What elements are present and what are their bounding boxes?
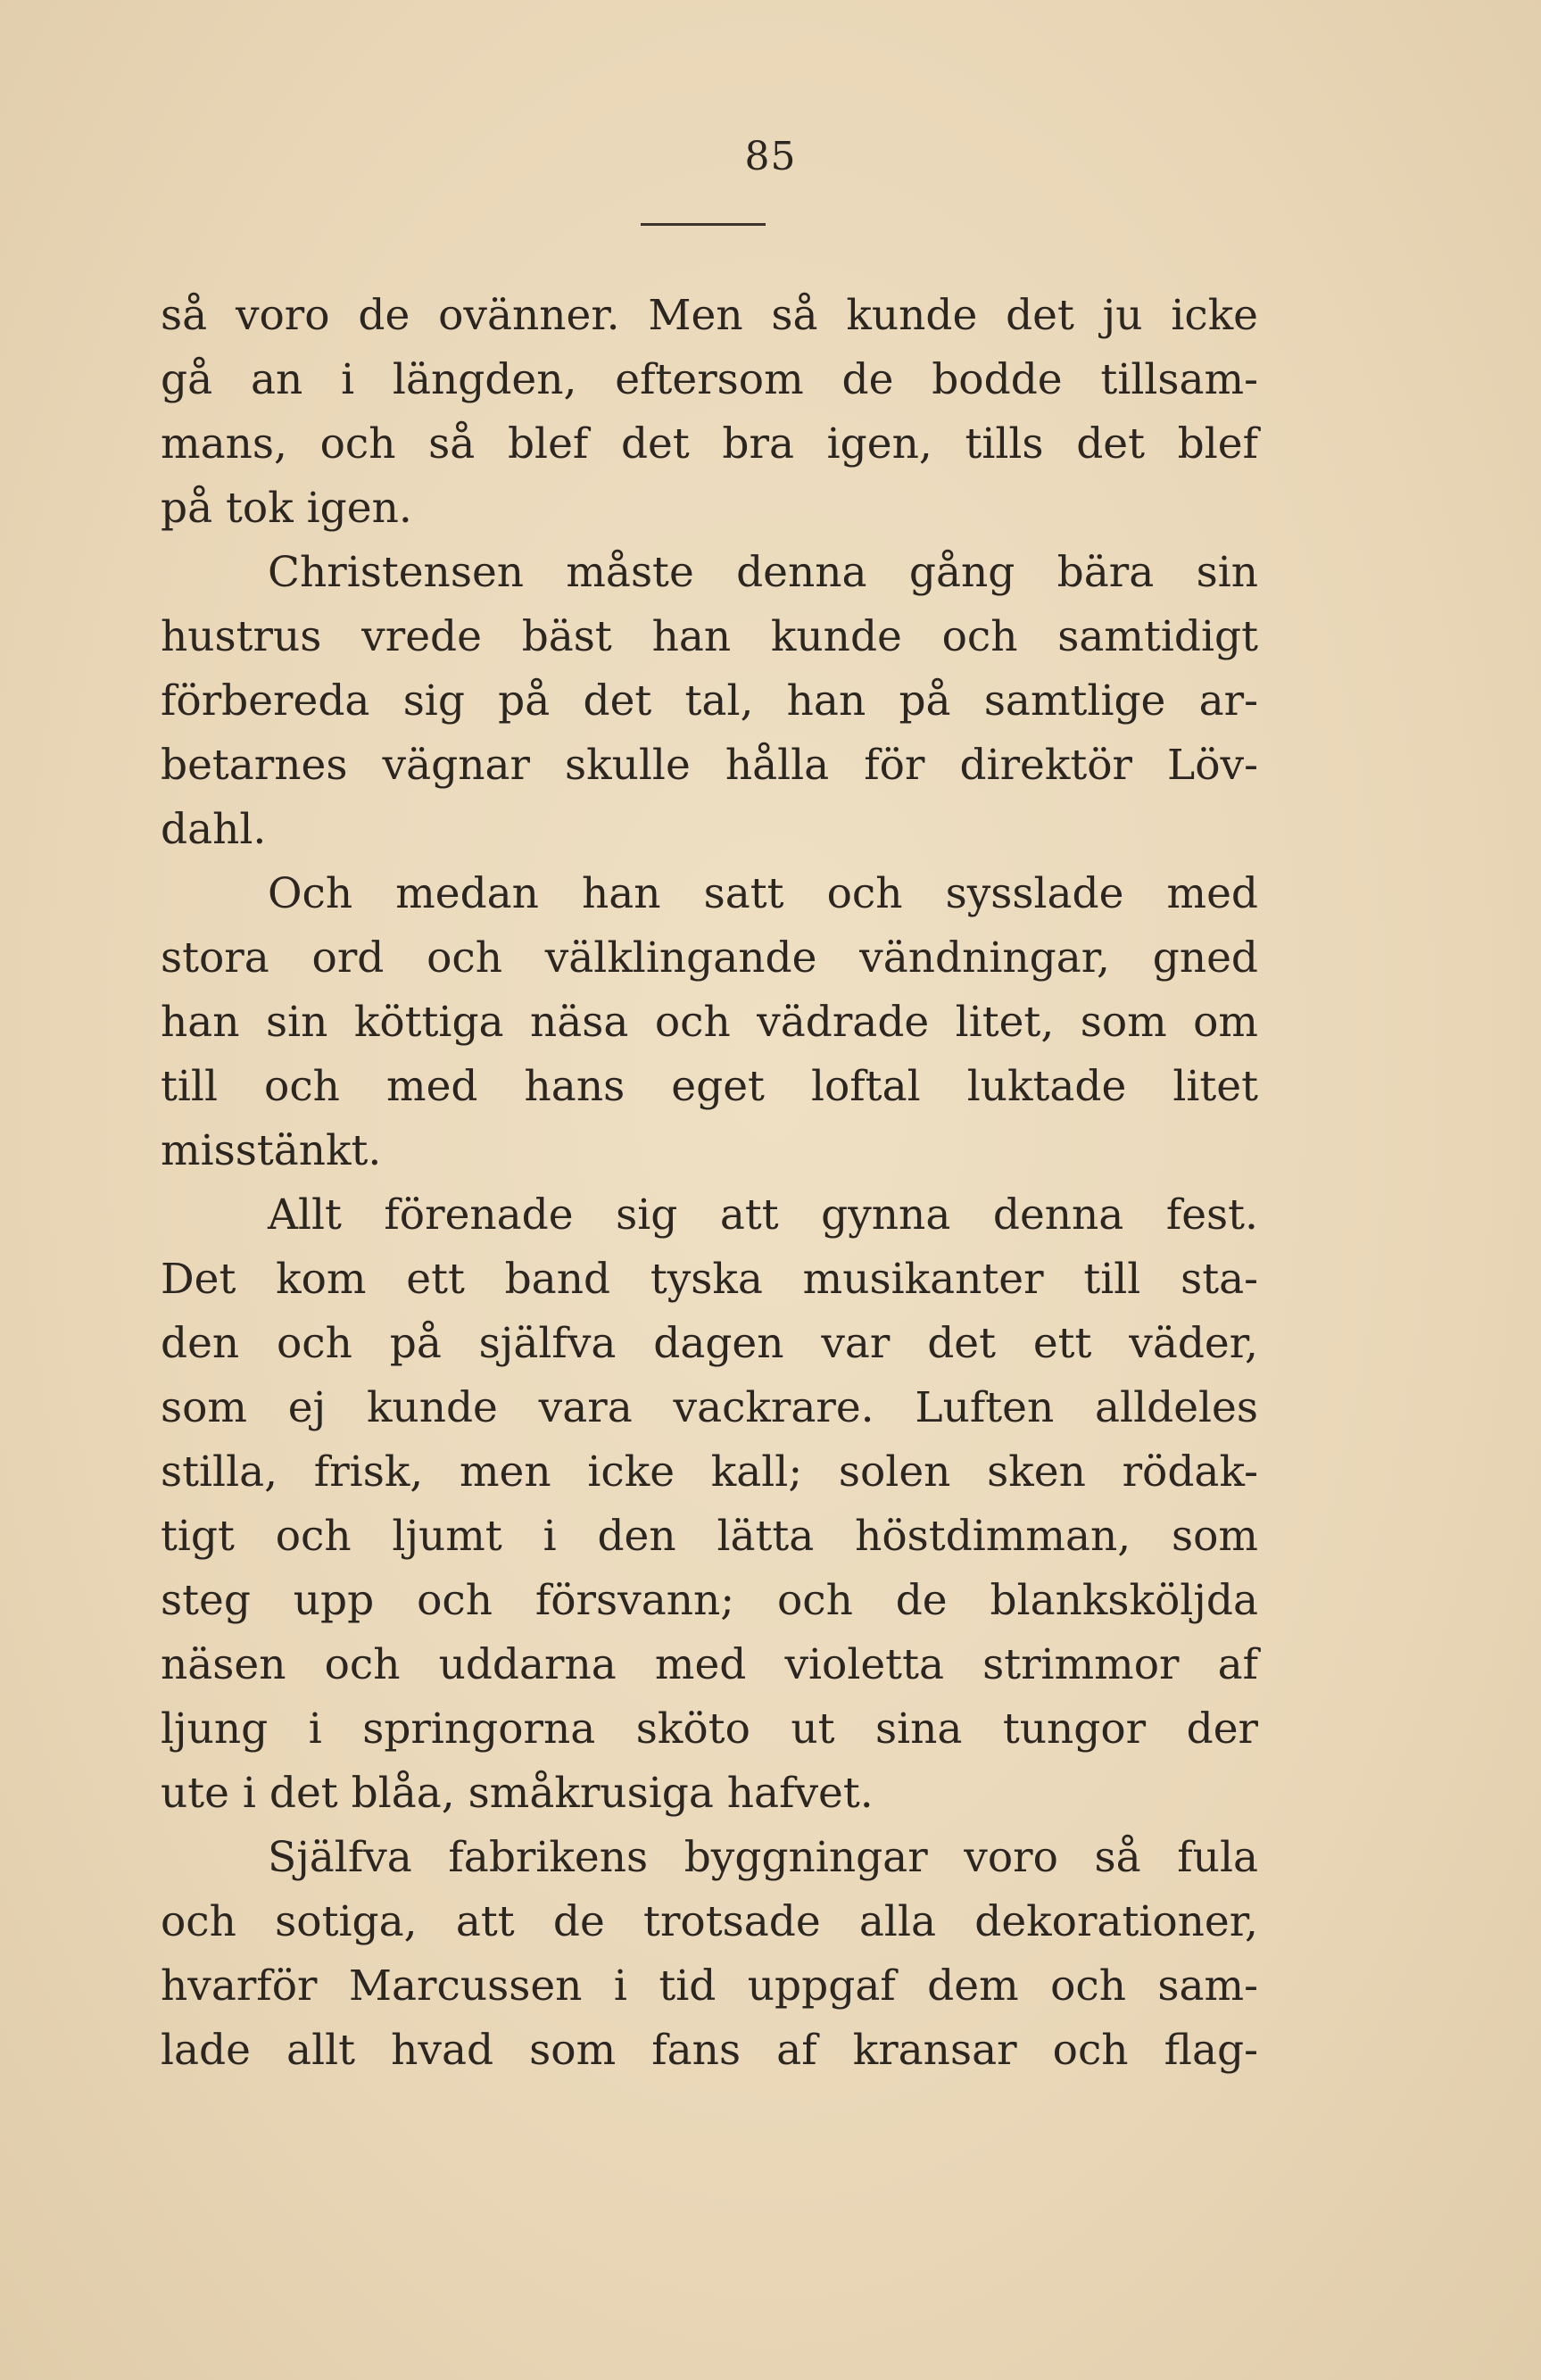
header-rule [641,223,766,226]
text-line: ute i det blåa, småkrusiga hafvet. [161,1769,874,1818]
text-line: och sotiga, att de trotsade alla dekorationer, [161,1897,1258,1946]
body-text [161,284,1258,2083]
text-line: dahl. [161,805,267,854]
text-line: stora ord och välklingande vändningar, gned [161,933,1258,983]
text-line: steg upp och försvann; och de blanksköljda [161,1576,1258,1625]
text-line: Det kom ett band tyska musikanter till sta- [161,1255,1258,1304]
text-line: hustrus vrede bäst han kunde och samtidigt [161,612,1258,661]
text-line: förbereda sig på det tal, han på samtlige ar- [161,676,1258,726]
text-line: Och medan han satt och sysslade med [268,869,1258,918]
text-line: Allt förenade sig att gynna denna fest. [268,1190,1258,1240]
text-line: stilla, frisk, men icke kall; solen sken rödak- [161,1447,1258,1497]
text-line: Christensen måste denna gång bära sin [268,548,1258,597]
text-line: Själfva fabrikens byggningar voro så fula [268,1833,1258,1882]
text-line: ljung i springorna sköto ut sina tungor der [161,1704,1258,1754]
text-line: näsen och uddarna med violetta strimmor af [161,1640,1258,1689]
text-line: han sin köttiga näsa och vädrade litet, som om [161,998,1258,1047]
text-line: så voro de ovänner. Men så kunde det ju icke [161,291,1258,340]
text-line: som ej kunde vara vackrare. Luften alldeles [161,1383,1258,1432]
text-line: betarnes vägnar skulle hålla för direktör Löv- [161,741,1258,790]
text-line: lade allt hvad som fans af kransar och flag- [161,2026,1258,2075]
text-line: på tok igen. [161,484,412,533]
text-line: mans, och så blef det bra igen, tills det blef [161,419,1258,469]
text-line: hvarför Marcussen i tid uppgaf dem och sam- [161,1961,1258,2011]
text-line: tigt och ljumt i den lätta höstdimman, som [161,1512,1258,1561]
text-line: den och på själfva dagen var det ett väder, [161,1319,1258,1368]
text-line: till och med hans eget loftal luktade litet [161,1062,1258,1111]
text-line: gå an i längden, eftersom de bodde tillsam- [161,355,1258,404]
text-line: misstänkt. [161,1126,382,1175]
page-number: 85 [744,134,797,179]
